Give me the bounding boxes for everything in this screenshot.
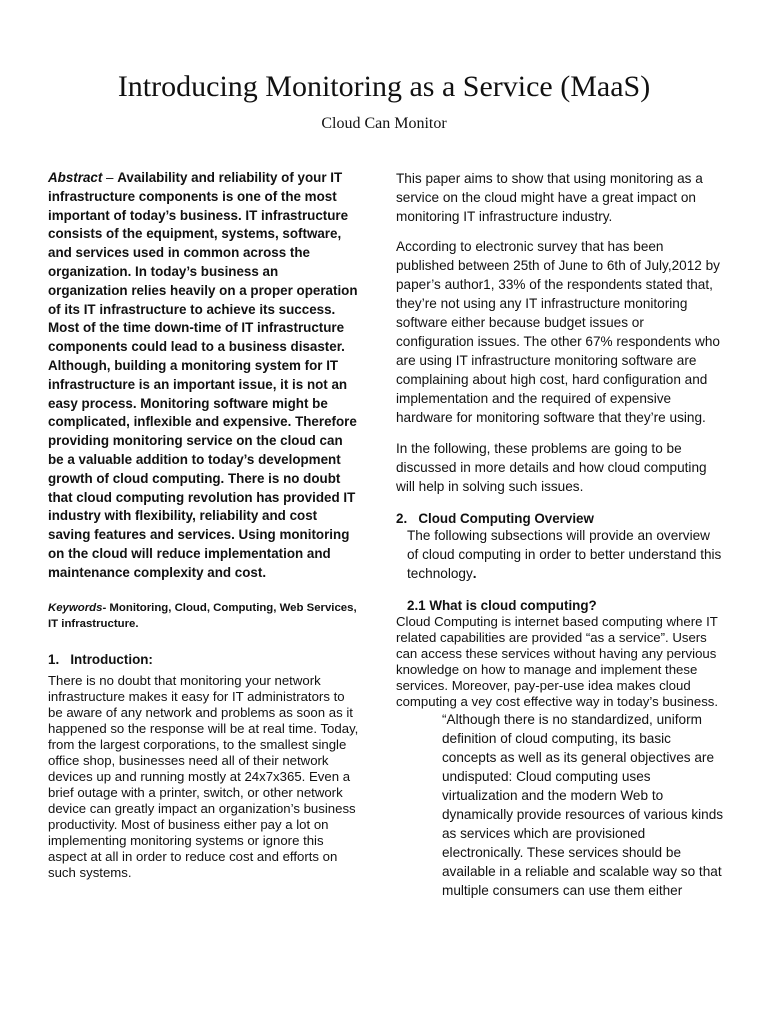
left-column (48, 169, 360, 881)
abstract-paragraph (48, 169, 360, 583)
paper-title: Introducing Monitoring as a Service (MaaS) (117, 70, 651, 103)
abstract-dash: – (102, 170, 118, 185)
overview-heading: 2. Cloud Computing Overview (396, 511, 594, 526)
overview-text-paragraph (396, 526, 724, 583)
right-column (396, 169, 724, 900)
following-paragraph: In the following, these problems are going to be discussed in more details and how cloud computing will help in solving such issues. (396, 441, 707, 494)
paper-subtitle: Cloud Can Monitor (321, 115, 447, 132)
paper-aim-paragraph: This paper aims to show that using monitoring as a service on the cloud might have a great impact on monitoring IT infrastructure industry. (396, 171, 703, 224)
keywords-paragraph (48, 600, 360, 632)
overview-text: The following subsections will provide an overview of cloud computing in order to better understand this technology (407, 528, 722, 581)
survey-paragraph: According to electronic survey that has been published between 25th of June to 6th of July,2012 by paper’s author1, 33% of the respondents stated that, they’re not using any IT infrastructure monitoring software either because budget issues or configuration issues. The other 67% respondents who are using IT infrastructure monitoring software are complaining about high cost, hard configuration and implementation and the required of expensive hardware for monitoring software that they’re using. (396, 239, 720, 425)
overview-period: . (472, 566, 477, 581)
quote-paragraph: “Although there is no standardized, uniform definition of cloud computing, its basic concepts as well as its general objectives are undisputed: Cloud computing uses virtualization and the modern Web to dynamically provide resources of various kinds as services which are provisioned electronically. These services should be available in a reliable and scalable way so that multiple consumers can use them either (442, 712, 724, 898)
abstract-text: Availability and reliability of your IT infrastructure components is one of the most important of today’s business. IT infrastructure consists of the equipment, systems, software, and services used in common across the organization. In today’s business an organization relies heavily on a proper operation of its IT infrastructure to achieve its success. Most of the time down-time of IT infrastructure components could lead to a business disaster. Although, building a monitoring system for IT infrastructure is an important issue, it is not an easy process. Monitoring software might be complicated, inflexible and expensive. Therefore providing monitoring service on the cloud can be a valuable addition to today’s development growth of cloud computing. There is no doubt that cloud computing revolution has provided IT industry with flexibility, reliability and cost saving features and services. Using monitoring on the cloud will reduce implementation and maintenance complexity and cost. (48, 170, 358, 580)
abstract-label: Abstract (48, 170, 103, 185)
introduction-heading: 1. Introduction: (48, 651, 153, 667)
keywords-label: Keywords (48, 601, 103, 614)
keywords-text: - Monitoring, Cloud, Computing, Web Services, IT infrastructure. (48, 601, 357, 630)
subsection-heading: 2.1 What is cloud computing? (407, 598, 597, 613)
cloud-computing-definition: Cloud Computing is internet based computing where IT related capabilities are provided “as a service”. Users can access these services without having any pervious knowledge on how to manage and implement these services. Moreover, pay-per-use idea makes cloud computing a vey cost effective way in today’s business. (396, 614, 719, 709)
introduction-text: There is no doubt that monitoring your network infrastructure makes it easy for IT administrators to be aware of any network and problems as soon as it happened so the response will be at real time. Today, from the largest corporations, to the smallest single office shop, businesses need all of their network devices up and running mostly at 24x7x365. Even a brief outage with a printer, switch, or other network device can greatly impact an organization’s business productivity. Most of business either pay a lot on implementing monitoring systems or ignore this aspect at all in order to reduce cost and efforts on such systems. (48, 672, 359, 880)
